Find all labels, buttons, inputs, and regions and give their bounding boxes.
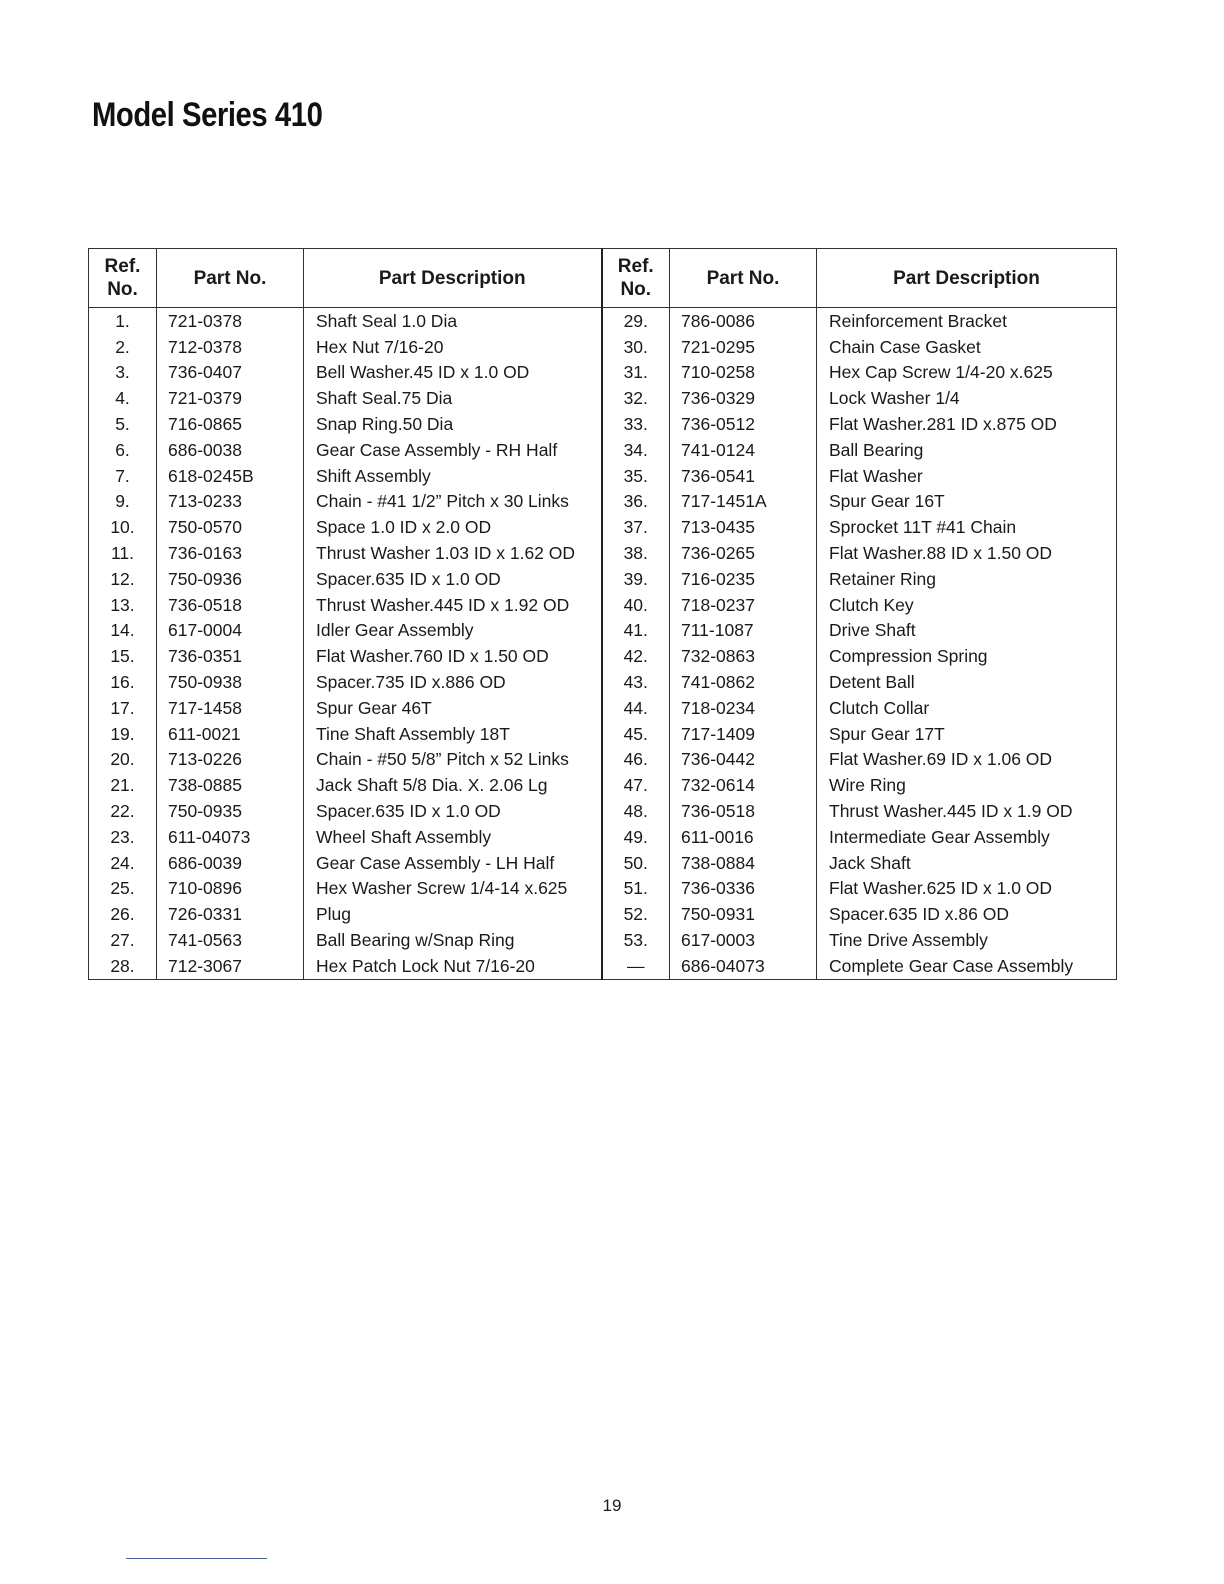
part-number-cell: 611-04073 bbox=[157, 824, 304, 850]
ref-cell: 48. bbox=[602, 798, 670, 824]
description-cell: Flat Washer.760 ID x 1.50 OD bbox=[304, 643, 602, 669]
header-ref-left bbox=[89, 249, 157, 308]
ref-cell: 36. bbox=[602, 489, 670, 515]
ref-cell: 17. bbox=[110, 697, 135, 718]
ref-cell: 22. bbox=[110, 801, 135, 822]
table-row bbox=[89, 592, 1117, 618]
description-cell: Hex Nut 7/16-20 bbox=[304, 334, 602, 360]
ref-cell: 13. bbox=[110, 594, 135, 615]
ref-cell: 12. bbox=[110, 568, 135, 589]
ref-cell: 26. bbox=[110, 904, 135, 925]
part-number-cell: 717-1451A bbox=[670, 489, 817, 515]
description-cell: Reinforcement Bracket bbox=[817, 308, 1117, 334]
header-ref-right bbox=[602, 249, 670, 308]
table-header-row bbox=[89, 249, 1117, 308]
part-number-cell: 736-0163 bbox=[157, 540, 304, 566]
description-cell: Plug bbox=[304, 901, 602, 927]
ref-cell: 6. bbox=[115, 439, 130, 460]
part-number-cell: 718-0237 bbox=[670, 592, 817, 618]
part-number-cell: 736-0442 bbox=[670, 747, 817, 773]
ref-cell: 25. bbox=[110, 878, 135, 899]
part-number-cell: 726-0331 bbox=[157, 901, 304, 927]
description-cell: Wire Ring bbox=[817, 772, 1117, 798]
part-number-cell: 611-0016 bbox=[670, 824, 817, 850]
table-row bbox=[89, 953, 1117, 979]
part-number-cell: 736-0329 bbox=[670, 385, 817, 411]
part-number-cell: 741-0563 bbox=[157, 927, 304, 953]
part-number-cell: 721-0378 bbox=[157, 308, 304, 334]
header-ref-text: Ref. No. bbox=[104, 256, 141, 300]
table-row bbox=[89, 334, 1117, 360]
part-number-cell: 686-0038 bbox=[157, 437, 304, 463]
table-row bbox=[89, 540, 1117, 566]
part-number-cell: 736-0541 bbox=[670, 463, 817, 489]
part-number-cell: 750-0938 bbox=[157, 669, 304, 695]
ref-cell: — bbox=[602, 953, 670, 979]
description-cell: Thrust Washer.445 ID x 1.92 OD bbox=[304, 592, 602, 618]
header-part-no-right: Part No. bbox=[670, 249, 817, 308]
description-cell: Hex Patch Lock Nut 7/16-20 bbox=[304, 953, 602, 979]
table-row bbox=[89, 798, 1117, 824]
description-cell: Ball Bearing bbox=[817, 437, 1117, 463]
part-number-cell: 732-0863 bbox=[670, 643, 817, 669]
page-number: 19 bbox=[602, 1496, 622, 1515]
ref-cell: 50. bbox=[602, 850, 670, 876]
description-cell: Spur Gear 17T bbox=[817, 721, 1117, 747]
ref-cell: 29. bbox=[602, 308, 670, 334]
table-row bbox=[89, 308, 1117, 334]
description-cell: Spur Gear 16T bbox=[817, 489, 1117, 515]
table-row bbox=[89, 772, 1117, 798]
description-cell: Hex Washer Screw 1/4-14 x.625 bbox=[304, 876, 602, 902]
table-row bbox=[89, 437, 1117, 463]
description-cell: Spacer.635 ID x 1.0 OD bbox=[304, 798, 602, 824]
description-cell: Flat Washer.88 ID x 1.50 OD bbox=[817, 540, 1117, 566]
description-cell: Clutch Key bbox=[817, 592, 1117, 618]
description-cell: Jack Shaft bbox=[817, 850, 1117, 876]
part-number-cell: 717-1409 bbox=[670, 721, 817, 747]
description-cell: Lock Washer 1/4 bbox=[817, 385, 1117, 411]
table-row bbox=[89, 824, 1117, 850]
part-number-cell: 736-0265 bbox=[670, 540, 817, 566]
ref-cell: 40. bbox=[602, 592, 670, 618]
part-number-cell: 736-0518 bbox=[157, 592, 304, 618]
ref-cell: 20. bbox=[110, 749, 135, 770]
part-number-cell: 718-0234 bbox=[670, 695, 817, 721]
ref-cell: 31. bbox=[602, 360, 670, 386]
description-cell: Chain - #50 5/8” Pitch x 52 Links bbox=[304, 747, 602, 773]
description-cell: Complete Gear Case Assembly bbox=[817, 953, 1117, 979]
table-row bbox=[89, 489, 1117, 515]
part-number-cell: 738-0884 bbox=[670, 850, 817, 876]
header-ref-text: Ref. No. bbox=[617, 256, 654, 300]
ref-cell: 3. bbox=[115, 362, 130, 383]
part-number-cell: 750-0935 bbox=[157, 798, 304, 824]
ref-cell: 38. bbox=[602, 540, 670, 566]
description-cell: Jack Shaft 5/8 Dia. X. 2.06 Lg bbox=[304, 772, 602, 798]
part-number-cell: 716-0235 bbox=[670, 566, 817, 592]
ref-cell: 32. bbox=[602, 385, 670, 411]
part-number-cell: 721-0379 bbox=[157, 385, 304, 411]
part-number-cell: 717-1458 bbox=[157, 695, 304, 721]
description-cell: Tine Shaft Assembly 18T bbox=[304, 721, 602, 747]
part-number-cell: 711-1087 bbox=[670, 618, 817, 644]
ref-cell: 27. bbox=[110, 930, 135, 951]
ref-cell: 14. bbox=[110, 620, 135, 641]
part-number-cell: 686-04073 bbox=[670, 953, 817, 979]
ref-cell: 24. bbox=[110, 852, 135, 873]
description-cell: Ball Bearing w/Snap Ring bbox=[304, 927, 602, 953]
ref-cell: 34. bbox=[602, 437, 670, 463]
table-row bbox=[89, 385, 1117, 411]
part-number-cell: 721-0295 bbox=[670, 334, 817, 360]
table-row bbox=[89, 463, 1117, 489]
description-cell: Sprocket 11T #41 Chain bbox=[817, 514, 1117, 540]
description-cell: Gear Case Assembly - RH Half bbox=[304, 437, 602, 463]
description-cell: Detent Ball bbox=[817, 669, 1117, 695]
part-number-cell: 617-0003 bbox=[670, 927, 817, 953]
footer-rule bbox=[126, 1558, 267, 1559]
part-number-cell: 710-0896 bbox=[157, 876, 304, 902]
header-description-left: Part Description bbox=[304, 249, 602, 308]
ref-cell: 4. bbox=[115, 388, 130, 409]
ref-cell: 44. bbox=[602, 695, 670, 721]
ref-cell: 28. bbox=[110, 955, 135, 976]
ref-cell: 9. bbox=[115, 491, 130, 512]
ref-cell: 7. bbox=[115, 465, 130, 486]
table-row bbox=[89, 360, 1117, 386]
part-number-cell: 710-0258 bbox=[670, 360, 817, 386]
description-cell: Tine Drive Assembly bbox=[817, 927, 1117, 953]
description-cell: Hex Cap Screw 1/4-20 x.625 bbox=[817, 360, 1117, 386]
part-number-cell: 741-0862 bbox=[670, 669, 817, 695]
description-cell: Chain - #41 1/2” Pitch x 30 Links bbox=[304, 489, 602, 515]
description-cell: Shaft Seal 1.0 Dia bbox=[304, 308, 602, 334]
table-row bbox=[89, 566, 1117, 592]
description-cell: Thrust Washer.445 ID x 1.9 OD bbox=[817, 798, 1117, 824]
ref-cell: 42. bbox=[602, 643, 670, 669]
description-cell: Flat Washer.281 ID x.875 OD bbox=[817, 411, 1117, 437]
table-row bbox=[89, 618, 1117, 644]
part-number-cell: 736-0518 bbox=[670, 798, 817, 824]
description-cell: Gear Case Assembly - LH Half bbox=[304, 850, 602, 876]
description-cell: Snap Ring.50 Dia bbox=[304, 411, 602, 437]
description-cell: Flat Washer bbox=[817, 463, 1117, 489]
part-number-cell: 741-0124 bbox=[670, 437, 817, 463]
part-number-cell: 716-0865 bbox=[157, 411, 304, 437]
ref-cell: 33. bbox=[602, 411, 670, 437]
part-number-cell: 713-0435 bbox=[670, 514, 817, 540]
description-cell: Compression Spring bbox=[817, 643, 1117, 669]
part-number-cell: 618-0245B bbox=[157, 463, 304, 489]
ref-cell: 30. bbox=[602, 334, 670, 360]
page-title: Model Series 410 bbox=[92, 96, 323, 134]
ref-cell: 21. bbox=[110, 775, 135, 796]
ref-cell: 45. bbox=[602, 721, 670, 747]
table-row bbox=[89, 747, 1117, 773]
parts-table bbox=[88, 248, 1117, 980]
part-number-cell: 713-0226 bbox=[157, 747, 304, 773]
ref-cell: 35. bbox=[602, 463, 670, 489]
ref-cell: 52. bbox=[602, 901, 670, 927]
description-cell: Spacer.635 ID x 1.0 OD bbox=[304, 566, 602, 592]
part-number-cell: 786-0086 bbox=[670, 308, 817, 334]
table-row bbox=[89, 514, 1117, 540]
part-number-cell: 750-0936 bbox=[157, 566, 304, 592]
ref-cell: 53. bbox=[602, 927, 670, 953]
table-row bbox=[89, 643, 1117, 669]
part-number-cell: 713-0233 bbox=[157, 489, 304, 515]
description-cell: Intermediate Gear Assembly bbox=[817, 824, 1117, 850]
ref-cell: 41. bbox=[602, 618, 670, 644]
description-cell: Shift Assembly bbox=[304, 463, 602, 489]
part-number-cell: 750-0931 bbox=[670, 901, 817, 927]
description-cell: Space 1.0 ID x 2.0 OD bbox=[304, 514, 602, 540]
description-cell: Thrust Washer 1.03 ID x 1.62 OD bbox=[304, 540, 602, 566]
part-number-cell: 736-0351 bbox=[157, 643, 304, 669]
header-description-right: Part Description bbox=[817, 249, 1117, 308]
table-row bbox=[89, 927, 1117, 953]
ref-cell: 49. bbox=[602, 824, 670, 850]
part-number-cell: 736-0336 bbox=[670, 876, 817, 902]
description-cell: Spacer.635 ID x.86 OD bbox=[817, 901, 1117, 927]
description-cell: Chain Case Gasket bbox=[817, 334, 1117, 360]
part-number-cell: 712-3067 bbox=[157, 953, 304, 979]
description-cell: Bell Washer.45 ID x 1.0 OD bbox=[304, 360, 602, 386]
table-row bbox=[89, 669, 1117, 695]
description-cell: Flat Washer.69 ID x 1.06 OD bbox=[817, 747, 1117, 773]
description-cell: Flat Washer.625 ID x 1.0 OD bbox=[817, 876, 1117, 902]
ref-cell: 16. bbox=[110, 672, 135, 693]
ref-cell: 51. bbox=[602, 876, 670, 902]
table-row bbox=[89, 721, 1117, 747]
part-number-cell: 617-0004 bbox=[157, 618, 304, 644]
ref-cell: 5. bbox=[115, 414, 130, 435]
ref-cell: 47. bbox=[602, 772, 670, 798]
description-cell: Spacer.735 ID x.886 OD bbox=[304, 669, 602, 695]
part-number-cell: 738-0885 bbox=[157, 772, 304, 798]
ref-cell: 39. bbox=[602, 566, 670, 592]
ref-cell: 23. bbox=[110, 826, 135, 847]
table-row bbox=[89, 850, 1117, 876]
part-number-cell: 736-0407 bbox=[157, 360, 304, 386]
table-row bbox=[89, 411, 1117, 437]
ref-cell: 11. bbox=[110, 543, 135, 564]
table-row bbox=[89, 901, 1117, 927]
ref-cell: 10. bbox=[110, 517, 135, 538]
table-row bbox=[89, 876, 1117, 902]
ref-cell: 15. bbox=[110, 646, 135, 667]
ref-cell: 19. bbox=[110, 723, 135, 744]
part-number-cell: 732-0614 bbox=[670, 772, 817, 798]
part-number-cell: 712-0378 bbox=[157, 334, 304, 360]
ref-cell: 1. bbox=[115, 310, 130, 331]
header-part-no-left: Part No. bbox=[157, 249, 304, 308]
part-number-cell: 750-0570 bbox=[157, 514, 304, 540]
description-cell: Shaft Seal.75 Dia bbox=[304, 385, 602, 411]
part-number-cell: 736-0512 bbox=[670, 411, 817, 437]
description-cell: Clutch Collar bbox=[817, 695, 1117, 721]
table-row bbox=[89, 695, 1117, 721]
ref-cell: 46. bbox=[602, 747, 670, 773]
description-cell: Wheel Shaft Assembly bbox=[304, 824, 602, 850]
description-cell: Retainer Ring bbox=[817, 566, 1117, 592]
part-number-cell: 611-0021 bbox=[157, 721, 304, 747]
part-number-cell: 686-0039 bbox=[157, 850, 304, 876]
ref-cell: 43. bbox=[602, 669, 670, 695]
ref-cell: 2. bbox=[115, 336, 130, 357]
description-cell: Idler Gear Assembly bbox=[304, 618, 602, 644]
ref-cell: 37. bbox=[602, 514, 670, 540]
description-cell: Spur Gear 46T bbox=[304, 695, 602, 721]
description-cell: Drive Shaft bbox=[817, 618, 1117, 644]
